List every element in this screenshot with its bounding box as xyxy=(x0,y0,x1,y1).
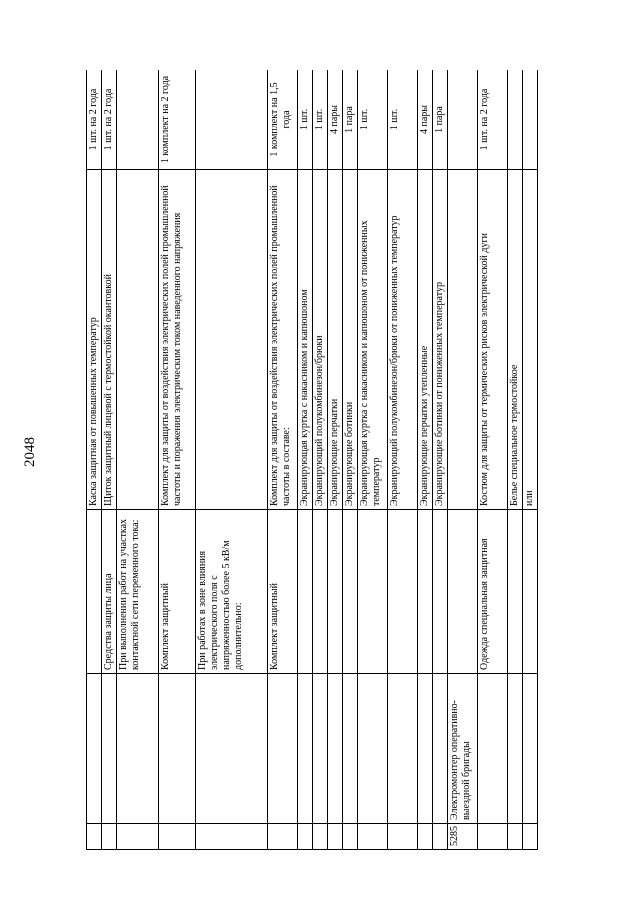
cell-category xyxy=(508,510,523,674)
cell-norm xyxy=(508,70,523,170)
cell-category xyxy=(87,510,102,674)
table-row xyxy=(102,70,117,850)
cell-item: Экранирующие перчатки xyxy=(328,170,343,510)
cell-category: При работах в зоне влияния электрического поля с напряженностью более 5 кВ/м дополнительно: xyxy=(196,510,268,674)
cell-number xyxy=(313,824,328,850)
cell-number xyxy=(87,824,102,850)
cell-norm: 1 шт. на 2 года xyxy=(478,70,508,170)
cell-item: Экранирующие перчатки утепленные xyxy=(418,170,433,510)
cell-norm: 1 шт. xyxy=(358,70,388,170)
cell-norm: 4 пары xyxy=(328,70,343,170)
cell-profession xyxy=(196,674,268,824)
cell-number xyxy=(328,824,343,850)
cell-category xyxy=(523,510,538,674)
cell-item xyxy=(196,170,268,510)
cell-norm: 1 шт. xyxy=(298,70,313,170)
cell-category xyxy=(358,510,388,674)
cell-category xyxy=(388,510,418,674)
cell-profession xyxy=(328,674,343,824)
table-row xyxy=(448,70,478,850)
cell-item: Экранирующий полукомбинезон/брюки от пониженных температур xyxy=(388,170,418,510)
cell-number xyxy=(508,824,523,850)
cell-item: Экранирующая куртка с накасником и капюшоном xyxy=(298,170,313,510)
cell-number xyxy=(388,824,418,850)
cell-category xyxy=(433,510,448,674)
table-row xyxy=(298,70,313,850)
table-body xyxy=(87,70,538,850)
cell-norm xyxy=(448,70,478,170)
cell-category: Комплект защитный xyxy=(268,510,298,674)
cell-profession xyxy=(298,674,313,824)
table-row xyxy=(388,70,418,850)
cell-number xyxy=(298,824,313,850)
cell-norm: 4 пары xyxy=(418,70,433,170)
cell-number xyxy=(418,824,433,850)
cell-number xyxy=(196,824,268,850)
document-area xyxy=(86,70,561,850)
cell-item: Экранирующая куртка с накасником и капюшоном от пониженных температур xyxy=(358,170,388,510)
table-row xyxy=(433,70,448,850)
table-row xyxy=(478,70,508,850)
cell-profession xyxy=(508,674,523,824)
cell-category xyxy=(418,510,433,674)
cell-norm: 1 комплект на 2 года xyxy=(159,70,196,170)
cell-profession xyxy=(87,674,102,824)
table-row xyxy=(268,70,298,850)
cell-category xyxy=(328,510,343,674)
table-row xyxy=(313,70,328,850)
cell-category xyxy=(313,510,328,674)
cell-category xyxy=(343,510,358,674)
cell-item: Экранирующие ботинки xyxy=(343,170,358,510)
cell-category: Комплект защитный xyxy=(159,510,196,674)
cell-profession xyxy=(313,674,328,824)
cell-norm: 1 шт. xyxy=(388,70,418,170)
table-row xyxy=(117,70,159,850)
cell-profession xyxy=(343,674,358,824)
table-row xyxy=(87,70,102,850)
cell-profession xyxy=(102,674,117,824)
cell-item: Белье специальное термостойкое xyxy=(508,170,523,510)
cell-item: Комплект для защиты от воздействия электрических полей промышленной частоты и поражения электрическим током наведенного напряжения xyxy=(159,170,196,510)
cell-item: Экранирующий полукомбинезон/брюки xyxy=(313,170,328,510)
cell-norm: 1 комплект на 1,5 года xyxy=(268,70,298,170)
ppe-norms-table xyxy=(86,70,538,850)
cell-profession: Электромонтер оперативно-выездной бригады xyxy=(448,674,478,824)
cell-profession xyxy=(388,674,418,824)
cell-number xyxy=(433,824,448,850)
cell-profession xyxy=(478,674,508,824)
cell-number xyxy=(159,824,196,850)
cell-norm xyxy=(196,70,268,170)
cell-item: или xyxy=(523,170,538,510)
table-row xyxy=(418,70,433,850)
cell-profession xyxy=(117,674,159,824)
table-row xyxy=(358,70,388,850)
cell-number xyxy=(102,824,117,850)
cell-norm: 1 шт. xyxy=(313,70,328,170)
cell-category xyxy=(448,510,478,674)
cell-norm: 1 шт. на 2 года xyxy=(87,70,102,170)
page-number: 2048 xyxy=(22,437,38,467)
cell-norm xyxy=(523,70,538,170)
table-row xyxy=(196,70,268,850)
cell-item xyxy=(117,170,159,510)
cell-profession xyxy=(268,674,298,824)
cell-item: Комплект для защиты от воздействия электрических полей промышленной частоты в составе: xyxy=(268,170,298,510)
cell-item: Костюм для защиты от термических рисков электрической дуги xyxy=(478,170,508,510)
cell-item: Каска защитная от повышенных температур xyxy=(87,170,102,510)
cell-category: Средства защиты лица xyxy=(102,510,117,674)
table-row xyxy=(523,70,538,850)
cell-category: При выполнении работ на участках контактной сети переменного тока: xyxy=(117,510,159,674)
cell-category: Одежда специальная защитная xyxy=(478,510,508,674)
table-row xyxy=(508,70,523,850)
cell-item: Экранирующие ботинки от пониженных температур xyxy=(433,170,448,510)
cell-number xyxy=(343,824,358,850)
cell-profession xyxy=(358,674,388,824)
cell-number xyxy=(268,824,298,850)
cell-profession xyxy=(433,674,448,824)
cell-category xyxy=(298,510,313,674)
cell-number: 5285 xyxy=(448,824,478,850)
cell-number xyxy=(523,824,538,850)
cell-profession xyxy=(159,674,196,824)
cell-item: Щиток защитный лицевой с термостойкой окантовкой xyxy=(102,170,117,510)
table-row xyxy=(159,70,196,850)
cell-norm: 1 шт. на 2 года xyxy=(102,70,117,170)
cell-profession xyxy=(418,674,433,824)
cell-number xyxy=(358,824,388,850)
cell-norm xyxy=(117,70,159,170)
table-row xyxy=(328,70,343,850)
table-row xyxy=(343,70,358,850)
cell-number xyxy=(478,824,508,850)
cell-profession xyxy=(523,674,538,824)
cell-number xyxy=(117,824,159,850)
cell-norm: 1 пара xyxy=(433,70,448,170)
cell-norm: 1 пара xyxy=(343,70,358,170)
cell-item xyxy=(448,170,478,510)
